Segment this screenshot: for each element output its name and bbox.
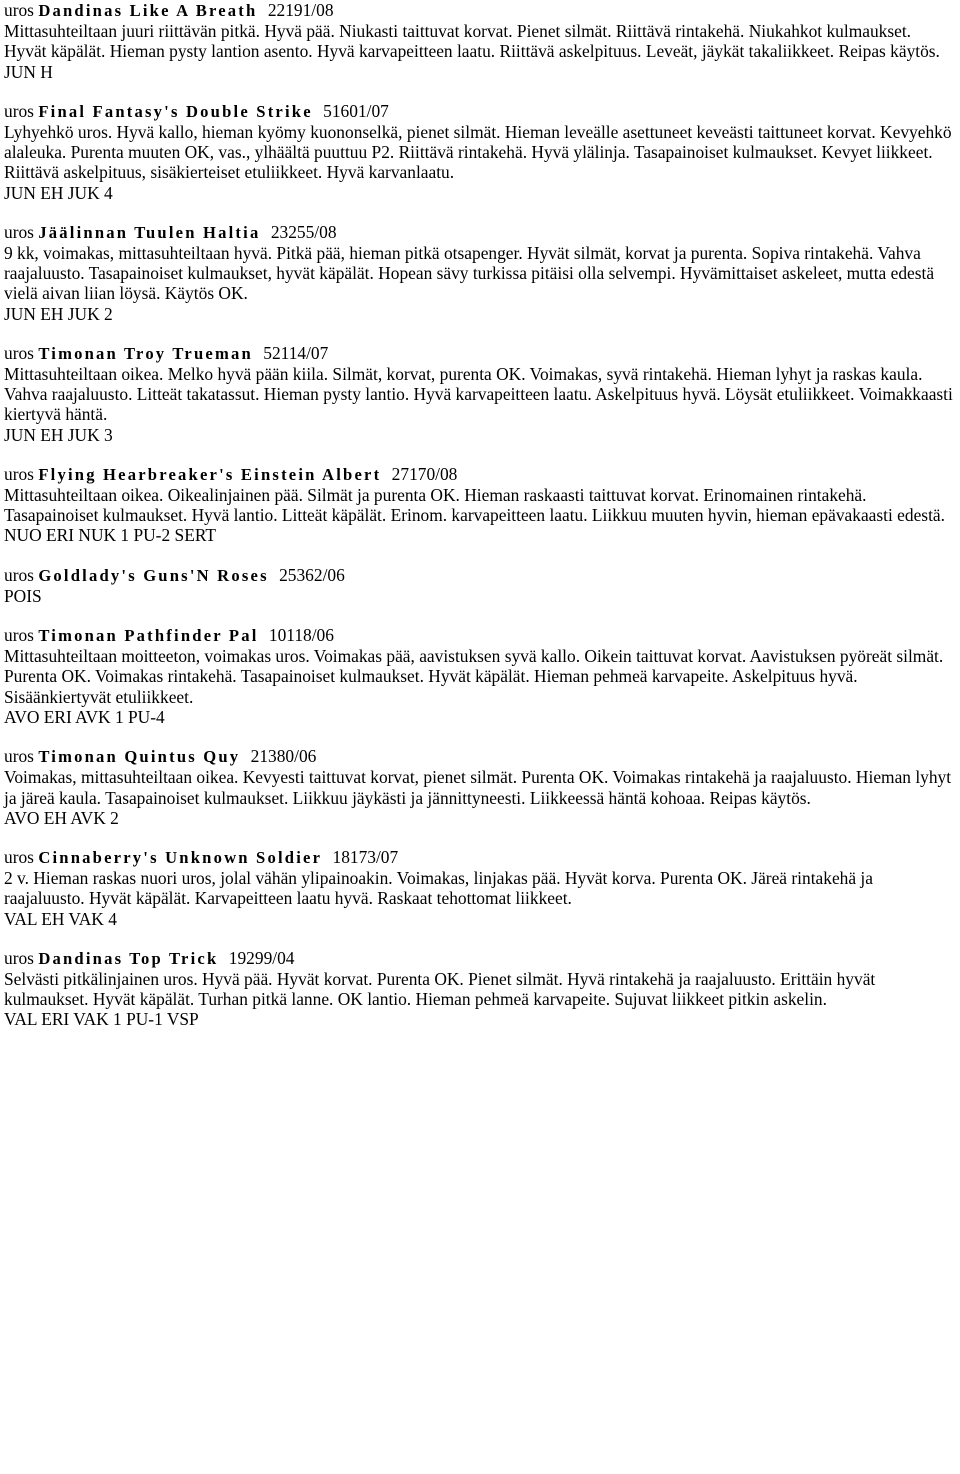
dog-name: Final Fantasy's Double Strike [38, 101, 313, 121]
sex-prefix: uros [4, 0, 34, 20]
dog-name: Cinnaberry's Unknown Soldier [38, 847, 323, 867]
registration-number: 19299/04 [228, 947, 295, 968]
critique-text: Mittasuhteiltaan oikea. Melko hyvä pään kiila. Silmät, korvat, purenta OK. Voimakas, syvä rintakehä. Hieman lyhyt ja raskas kaula. Vahva raajaluusto. Litteät takatassut. Hieman pysty lantio. Hyvä karvapeitteen laatu. Askelpituus hyvä. Löysät etuliikkeet. Voimakkaasti kiertyvä häntä. [4, 364, 953, 425]
registration-number: 10118/06 [268, 625, 334, 646]
award-result: NUO ERI NUK 1 PU-2 SERT [4, 525, 216, 546]
entry-heading [4, 746, 956, 767]
dog-entry [4, 101, 956, 203]
dog-entry [4, 565, 956, 606]
dog-entry [4, 0, 956, 82]
dog-entry [4, 625, 956, 727]
critique-text: Mittasuhteiltaan oikea. Oikealinjainen pää. Silmät ja purenta OK. Hieman raskaasti taittuvat korvat. Erinomainen rintakehä. Tasapainoiset kulmaukset. Hyvä lantio. Litteät käpälät. Erinom. karvapeitteen laatu. Liikkuu muuten hyvin, hieman epävakaasti edestä. [4, 485, 945, 526]
sex-prefix: uros [4, 947, 34, 968]
award-result: JUN H [4, 61, 53, 82]
dog-name: Timonan Quintus Quy [38, 747, 241, 767]
dog-name: Goldlady's Guns'N Roses [38, 565, 269, 585]
dog-name: Dandinas Like A Breath [38, 1, 258, 20]
entry-heading [4, 101, 956, 122]
sex-prefix: uros [4, 100, 34, 121]
sex-prefix: uros [4, 625, 34, 646]
entry-heading [4, 847, 956, 868]
critique-text: 9 kk, voimakas, mittasuhteiltaan hyvä. Pitkä pää, hieman pitkä otsapenger. Hyvät silmät, korvat ja purenta. Sopiva rintakehä. Vahva raajaluusto. Tasapainoiset kulmaukset, hyvät käpälät. Hopean sävy turkissa pitäisi olla selvempi. Hyvämittaiset askeleet, mutta edestä vielä aivan liian löysä. Käytös OK. [4, 243, 935, 304]
award-result: AVO ERI AVK 1 PU-4 [4, 706, 165, 727]
entry-heading [4, 464, 956, 485]
registration-number: 52114/07 [263, 342, 329, 363]
entry-heading [4, 948, 956, 969]
sex-prefix: uros [4, 221, 34, 242]
entry-heading [4, 222, 956, 243]
critique-text: Mittasuhteiltaan moitteeton, voimakas uros. Voimakas pää, aavistuksen syvä kallo. Oikein taittuvat korvat. Aavistuksen pyöreät silmät. Purenta OK. Voimakas rintakehä. Tasapainoiset kulmaukset. Hyvät käpälät. Hieman pehmeä karvapeite. Askelpituus hyvä. Sisäänkiertyvät etuliikkeet. [4, 646, 944, 707]
award-result: VAL ERI VAK 1 PU-1 VSP [4, 1009, 199, 1030]
registration-number: 18173/07 [332, 846, 399, 867]
dog-name: Timonan Troy Trueman [38, 343, 253, 363]
award-result: AVO EH AVK 2 [4, 807, 119, 828]
critique-text: Voimakas, mittasuhteiltaan oikea. Kevyesti taittuvat korvat, pienet silmät. Purenta OK. Voimakas rintakehä ja raajaluusto. Hieman lyhyt ja järeä kaula. Tasapainoiset kulmaukset. Liikkuu jäykästi ja jännittyneesti. Liikkeessä häntä kohoaa. Reipas käytös. [4, 767, 952, 808]
dog-entry [4, 948, 956, 1030]
dog-entry [4, 343, 956, 445]
dog-name: Flying Hearbreaker's Einstein Albert [38, 464, 382, 484]
dog-entry [4, 847, 956, 929]
registration-number: 51601/07 [323, 100, 389, 121]
entry-heading [4, 625, 956, 646]
sex-prefix: uros [4, 746, 34, 767]
critique-text: Lyhyehkö uros. Hyvä kallo, hieman kyömy kuononselkä, pienet silmät. Hieman leveälle asettuneet keveästi taittuneet korvat. Kevyehkö alaleuka. Purenta muuten OK, vas., ylhäältä puuttuu P2. Riittävä rintakehä. Hyvä ylälinja. Tasapainoiset kulmaukset. Kevyet liikkeet. Riittävä askelpituus, sisäkierteiset etuliikkeet. Hyvä karvanlaatu. [4, 122, 952, 183]
award-result: JUN EH JUK 3 [4, 424, 113, 445]
registration-number: 22191/08 [267, 0, 334, 20]
entry-heading [4, 0, 956, 21]
award-result: JUN EH JUK 2 [4, 303, 113, 324]
registration-number: 23255/08 [270, 221, 337, 242]
sex-prefix: uros [4, 846, 34, 867]
award-result: POIS [4, 585, 42, 606]
registration-number: 27170/08 [391, 463, 458, 484]
entry-heading [4, 565, 956, 586]
dog-entry [4, 464, 956, 546]
sex-prefix: uros [4, 564, 34, 585]
registration-number: 25362/06 [279, 564, 345, 585]
registration-number: 21380/06 [250, 746, 317, 767]
dog-name: Jäälinnan Tuulen Haltia [38, 222, 261, 242]
award-result: JUN EH JUK 4 [4, 182, 113, 203]
dog-name: Timonan Pathfinder Pal [38, 626, 259, 646]
dog-entry [4, 222, 956, 324]
entry-heading [4, 343, 956, 364]
critique-text: 2 v. Hieman raskas nuori uros, jolal vähän ylipainoakin. Voimakas, linjakas pää. Hyvät korva. Purenta OK. Järeä rintakehä ja raajaluusto. Hyvät käpälät. Karvapeitteen laatu hyvä. Raskaat tehottomat liikkeet. [4, 868, 873, 909]
critique-text: Selvästi pitkälinjainen uros. Hyvä pää. Hyvät korvat. Purenta OK. Pienet silmät. Hyvä rintakehä ja raajaluusto. Erittäin hyvät kulmaukset. Hyvät käpälät. Turhan pitkä lanne. OK lantio. Hieman pehmeä karvapeite. Sujuvat liikkeet pitkin askelin. [4, 968, 876, 1010]
critique-text: Mittasuhteiltaan juuri riittävän pitkä. Hyvä pää. Niukasti taittuvat korvat. Pienet silmät. Riittävä rintakehä. Niukahkot kulmaukset. Hyvät käpälät. Hieman pysty lantion asento. Hyvä karvapeitteen laatu. Riittävä askelpituus. Leveät, jäykät takaliikkeet. Reipas käytös. [4, 21, 940, 62]
sex-prefix: uros [4, 342, 34, 363]
sex-prefix: uros [4, 463, 34, 484]
dog-entry [4, 746, 956, 828]
award-result: VAL EH VAK 4 [4, 908, 117, 929]
dog-name: Dandinas Top Trick [38, 948, 219, 968]
